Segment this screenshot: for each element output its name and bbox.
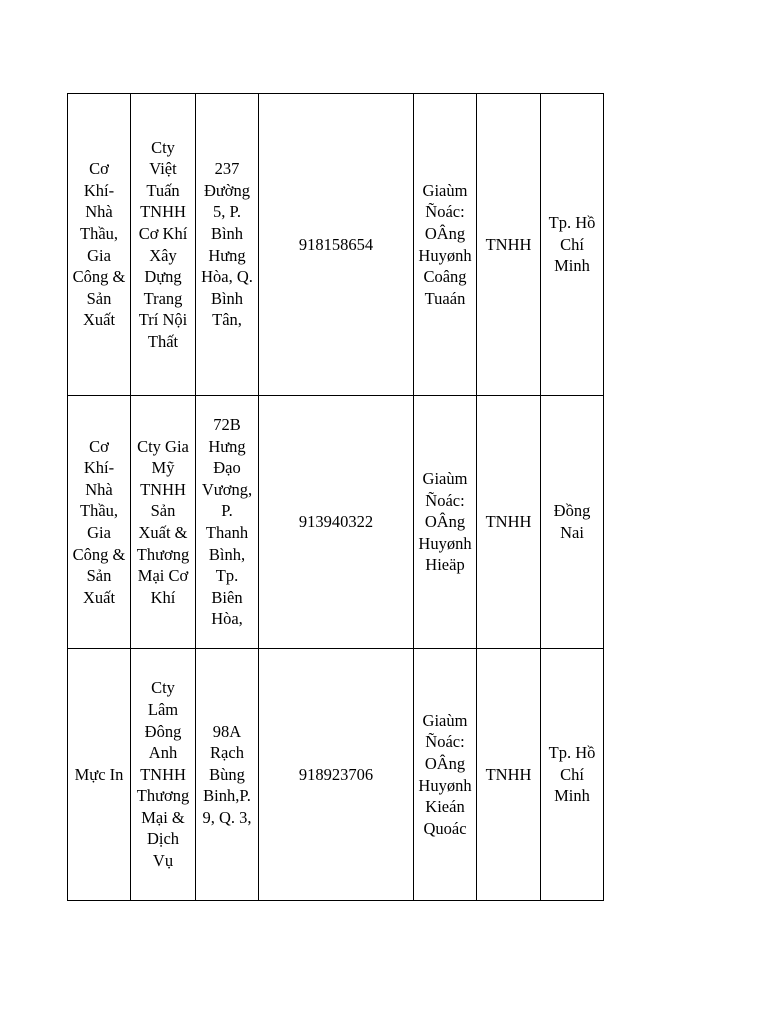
table-row: [68, 94, 604, 396]
phone-cell: 913940322: [259, 396, 414, 649]
company-name-cell: Cty Gia Mỹ TNHH Sản Xuất & Thương Mại Cơ Khí: [131, 396, 196, 649]
contact-cell: Giaùm Ñoác: OÂng Huyønh Coâng Tuaán: [414, 94, 477, 396]
category-cell: Cơ Khí- Nhà Thầu, Gia Công & Sản Xuất: [68, 94, 131, 396]
contact-cell: Giaùm Ñoác: OÂng Huyønh Kieán Quoác: [414, 649, 477, 901]
company-type-cell: TNHH: [477, 94, 541, 396]
address-cell: 98A Rạch Bùng Binh,P. 9, Q. 3,: [196, 649, 259, 901]
city-cell: Đồng Nai: [541, 396, 604, 649]
company-name-cell: Cty Việt Tuấn TNHH Cơ Khí Xây Dựng Trang Trí Nội Thất: [131, 94, 196, 396]
company-type-cell: TNHH: [477, 649, 541, 901]
category-cell: Mực In: [68, 649, 131, 901]
category-cell: Cơ Khí- Nhà Thầu, Gia Công & Sản Xuất: [68, 396, 131, 649]
phone-cell: 918158654: [259, 94, 414, 396]
business-directory-table: [67, 93, 604, 901]
company-name-cell: Cty Lâm Đông Anh TNHH Thương Mại & Dịch Vụ: [131, 649, 196, 901]
city-cell: Tp. Hồ Chí Minh: [541, 649, 604, 901]
table-row: [68, 649, 604, 901]
company-type-cell: TNHH: [477, 396, 541, 649]
address-cell: 72B Hưng Đạo Vương, P. Thanh Bình, Tp. Biên Hòa,: [196, 396, 259, 649]
city-cell: Tp. Hồ Chí Minh: [541, 94, 604, 396]
contact-cell: Giaùm Ñoác: OÂng Huyønh Hieäp: [414, 396, 477, 649]
address-cell: 237 Đường 5, P. Bình Hưng Hòa, Q. Bình Tân,: [196, 94, 259, 396]
phone-cell: 918923706: [259, 649, 414, 901]
table-row: [68, 396, 604, 649]
